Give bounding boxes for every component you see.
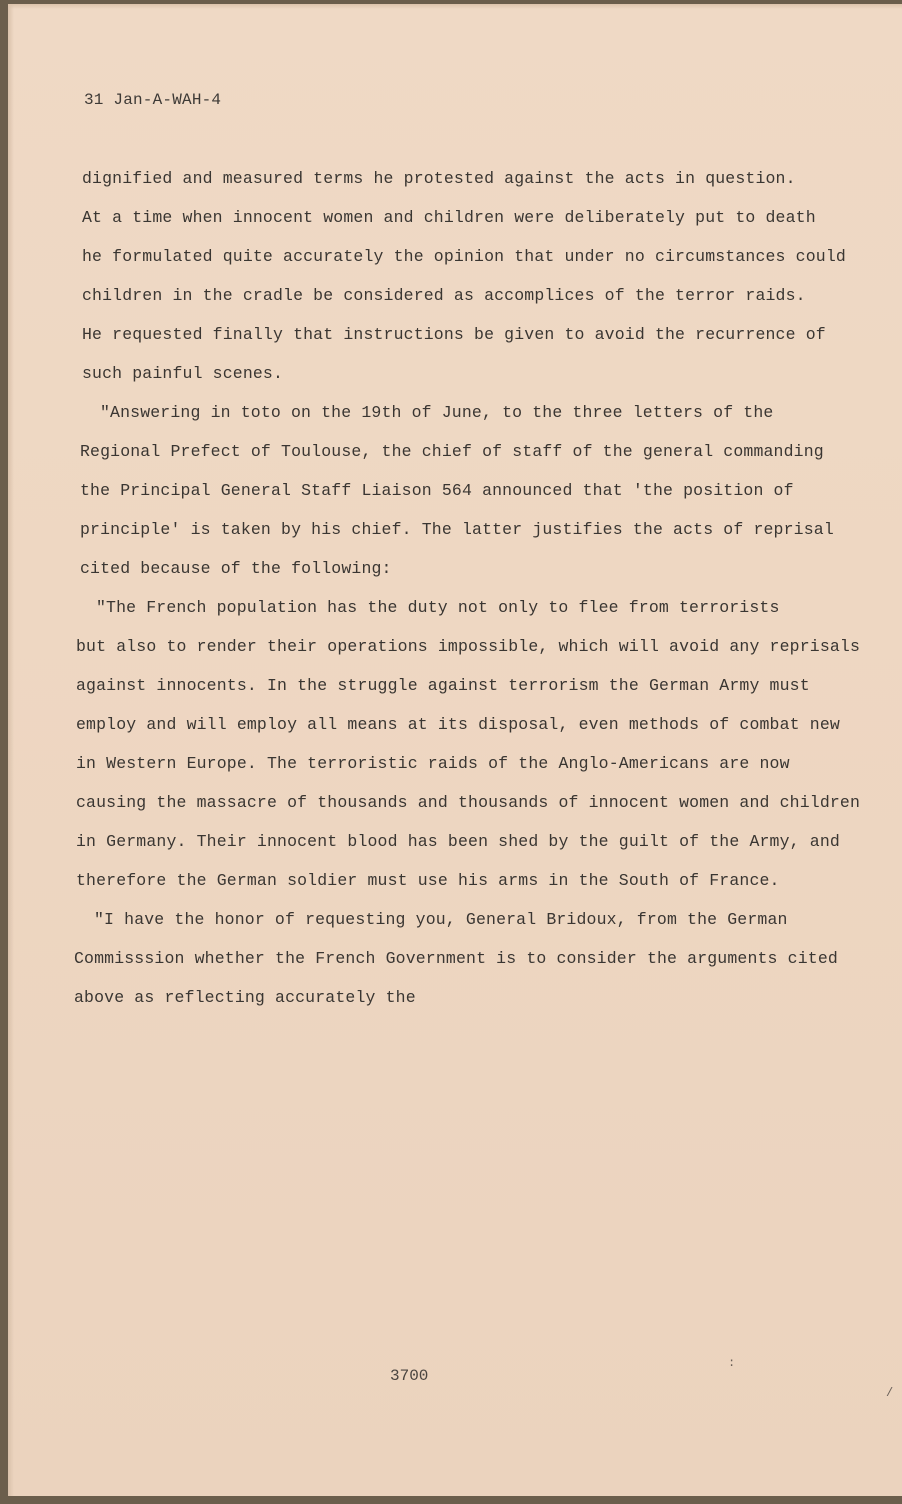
document-page	[8, 4, 902, 1496]
paper-top-shadow	[8, 4, 902, 9]
text-line: employ and will employ all means at its disposal, even methods of combat new	[76, 715, 840, 734]
text-line: such painful scenes.	[82, 364, 284, 383]
text-line: he formulated quite accurately the opinion that under no circumstances could	[82, 247, 846, 266]
text-line: in Western Europe. The terroristic raids of the Anglo-Americans are now	[76, 754, 790, 773]
text-line: the Principal General Staff Liaison 564 announced that 'the position of	[80, 481, 794, 500]
page-number: 3700	[390, 1367, 429, 1385]
text-line: causing the massacre of thousands and thousands of innocent women and children	[76, 793, 861, 812]
text-line: Regional Prefect of Toulouse, the chief of staff of the general commanding	[80, 442, 824, 461]
text-line: children in the cradle be considered as accomplices of the terror raids.	[82, 286, 806, 305]
text-line: against innocents. In the struggle against terrorism the German Army must	[76, 676, 810, 695]
text-line: in Germany. Their innocent blood has been shed by the guilt of the Army, and	[76, 832, 840, 851]
document-reference: 31 Jan-A-WAH-4	[84, 91, 222, 109]
text-line: "The French population has the duty not only to flee from terrorists	[96, 598, 780, 617]
text-line: but also to render their operations impossible, which will avoid any reprisals	[76, 637, 861, 656]
paper-mark: :	[728, 1356, 736, 1370]
text-line: He requested finally that instructions be given to avoid the recurrence of	[82, 325, 826, 344]
text-line: therefore the German soldier must use his arms in the South of France.	[76, 871, 780, 890]
text-line: cited because of the following:	[80, 559, 392, 578]
text-line: Commisssion whether the French Government is to consider the arguments cited	[74, 949, 838, 968]
text-line: At a time when innocent women and children were deliberately put to death	[82, 208, 816, 227]
text-line: dignified and measured terms he protested against the acts in question.	[82, 169, 796, 188]
paper-mark: /	[886, 1386, 894, 1400]
text-line: principle' is taken by his chief. The latter justifies the acts of reprisal	[80, 520, 834, 539]
paper-edge-shadow	[8, 4, 14, 1496]
text-line: above as reflecting accurately the	[74, 988, 416, 1007]
text-line: "Answering in toto on the 19th of June, to the three letters of the	[100, 403, 774, 422]
text-line: "I have the honor of requesting you, General Bridoux, from the German	[94, 910, 788, 929]
